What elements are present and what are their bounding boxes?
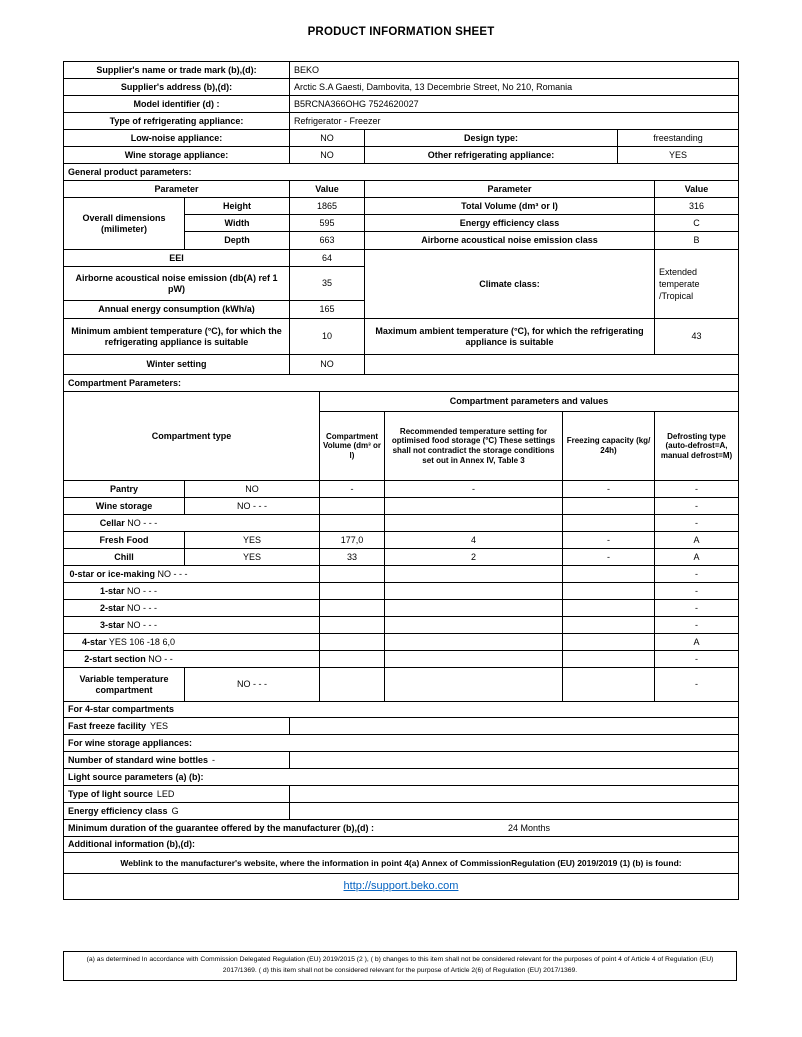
wine-storage-appliance-value: NO bbox=[290, 147, 365, 163]
col-parameter-2: Parameter bbox=[365, 181, 655, 197]
col-defrost-header: Defrosting type (auto-defrost=A, manual defrost=M) bbox=[660, 431, 733, 460]
height-value: 1865 bbox=[290, 198, 365, 214]
cell-defrost: - bbox=[695, 500, 698, 511]
model-identifier-row bbox=[64, 96, 738, 113]
supplier-address-label: Supplier's address (b),(d): bbox=[64, 79, 290, 95]
compartment-row-cellar bbox=[64, 515, 738, 532]
cell-volume bbox=[320, 668, 385, 701]
weblink-cell bbox=[64, 874, 738, 899]
design-type-label: Design type: bbox=[365, 130, 618, 146]
fast-freeze-value: YES bbox=[150, 720, 169, 731]
four-star-section-row bbox=[64, 702, 738, 718]
cell-freezing: - bbox=[563, 549, 655, 565]
compartment-row-three-star bbox=[64, 617, 738, 634]
total-volume-label: Total Volume (dm³ or l) bbox=[365, 198, 655, 214]
cell-volume: 33 bbox=[320, 549, 385, 565]
compartment-header-block bbox=[64, 392, 738, 481]
other-refrigerating-value: YES bbox=[668, 149, 687, 160]
compartment-row-variable-temperature bbox=[64, 668, 738, 702]
cell-label-text: 4-star bbox=[82, 636, 107, 647]
light-type-row bbox=[64, 786, 738, 803]
cell-freezing bbox=[563, 566, 655, 582]
cell-label bbox=[64, 651, 320, 667]
wine-bottles-row bbox=[64, 752, 738, 769]
cell-label bbox=[64, 566, 320, 582]
compartment-row-chill bbox=[64, 549, 738, 566]
min-ambient-label: Minimum ambient temperature (°C), for which the refrigerating appliance is suitable bbox=[64, 319, 290, 354]
cell-inline-value: NO - - bbox=[148, 653, 173, 664]
wine-storage-appliance-label: Wine storage appliance: bbox=[64, 147, 290, 163]
compartment-row-four-star bbox=[64, 634, 738, 651]
min-ambient-value: 10 bbox=[290, 319, 365, 354]
annual-energy-label: Annual energy consumption (kWh/a) bbox=[64, 301, 290, 318]
cell-inline-value: NO - - - bbox=[127, 517, 158, 528]
cell-volume bbox=[320, 515, 385, 531]
model-identifier-label: Model identifier (d) : bbox=[64, 96, 290, 112]
cell-temp bbox=[385, 651, 563, 667]
general-section-title: General product parameters: bbox=[68, 166, 192, 177]
cell-label bbox=[64, 515, 320, 531]
fast-freeze-row bbox=[64, 718, 738, 735]
cell-inline-value: NO - - - bbox=[127, 602, 158, 613]
supplier-address-value: Arctic S.A Gaesti, Dambovita, 13 Decembrie Street, No 210, Romania bbox=[294, 81, 573, 92]
empty-cell bbox=[290, 718, 738, 734]
empty-cell bbox=[290, 803, 738, 819]
overall-dimensions-label: Overall dimensions (milimeter) bbox=[64, 198, 185, 249]
col-value-1: Value bbox=[290, 181, 365, 197]
cell-volume bbox=[320, 566, 385, 582]
cell-temp: 4 bbox=[385, 532, 563, 548]
supplier-name-label: Supplier's name or trade mark (b),(d): bbox=[64, 62, 290, 78]
compartment-row-two-star bbox=[64, 600, 738, 617]
supplier-address-row bbox=[64, 79, 738, 96]
width-label: Width bbox=[185, 215, 290, 231]
empty-cell bbox=[290, 786, 738, 802]
compartment-type-header: Compartment type bbox=[64, 392, 320, 480]
cell-temp bbox=[385, 668, 563, 701]
eei-value: 64 bbox=[321, 252, 332, 263]
guarantee-label: Minimum duration of the guarantee offered by the manufacturer (b),(d) : bbox=[68, 822, 375, 833]
product-information-sheet bbox=[63, 61, 739, 900]
wine-storage-appliance-row bbox=[64, 147, 738, 164]
noise-class-value: B bbox=[693, 235, 700, 246]
cell-temp bbox=[385, 634, 563, 650]
cell-label: Fresh Food bbox=[64, 532, 185, 548]
cell-freezing bbox=[563, 634, 655, 650]
appliance-type-value: Refrigerator - Freezer bbox=[294, 115, 381, 126]
cell-temp bbox=[385, 515, 563, 531]
wine-section-row bbox=[64, 735, 738, 752]
additional-section-row bbox=[64, 837, 738, 853]
parameter-header-row bbox=[64, 181, 738, 198]
fast-freeze-label: Fast freeze facility bbox=[68, 720, 147, 731]
light-type-cell bbox=[64, 786, 290, 802]
col-volume-header: Compartment Volume (dm³ or l) bbox=[320, 412, 385, 480]
cell-volume: 177,0 bbox=[320, 532, 385, 548]
cell-temp: - bbox=[385, 481, 563, 497]
depth-value: 663 bbox=[290, 232, 365, 249]
appliance-type-row bbox=[64, 113, 738, 130]
cell-label bbox=[64, 634, 320, 650]
cell-label bbox=[64, 583, 320, 599]
light-class-label: Energy efficiency class bbox=[68, 805, 168, 816]
cell-inline-value: NO - - - bbox=[157, 568, 188, 579]
cell-freezing: - bbox=[563, 532, 655, 548]
width-value: 595 bbox=[290, 215, 365, 231]
cell-temp bbox=[385, 566, 563, 582]
cell-status: NO bbox=[185, 481, 320, 497]
cell-freezing bbox=[563, 600, 655, 616]
cell-inline-value: YES 106 -18 6,0 bbox=[108, 636, 175, 647]
cell-defrost: - bbox=[695, 619, 698, 630]
low-noise-value: NO bbox=[290, 130, 365, 146]
cell-status: NO - - - bbox=[185, 498, 320, 514]
light-class-value: G bbox=[171, 805, 179, 816]
cell-defrost: - bbox=[695, 568, 698, 579]
cell-status: YES bbox=[185, 532, 320, 548]
cell-label-text: Cellar bbox=[99, 517, 125, 528]
compartment-row-two-start-section bbox=[64, 651, 738, 668]
cell-label: Variable temperature compartment bbox=[64, 668, 185, 701]
wine-bottles-cell bbox=[64, 752, 290, 768]
col-parameter-1: Parameter bbox=[64, 181, 290, 197]
compartment-row-fresh-food bbox=[64, 532, 738, 549]
light-type-value: LED bbox=[156, 788, 175, 799]
fast-freeze-cell bbox=[64, 718, 290, 734]
max-ambient-label: Maximum ambient temperature (°C), for which the refrigerating appliance is suitable bbox=[365, 319, 655, 354]
compartment-row-zero-star bbox=[64, 566, 738, 583]
guarantee-row bbox=[64, 820, 738, 837]
cell-freezing bbox=[563, 515, 655, 531]
cell-freezing: - bbox=[563, 481, 655, 497]
page-title: PRODUCT INFORMATION SHEET bbox=[307, 26, 495, 38]
cell-freezing bbox=[563, 668, 655, 701]
cell-defrost: - bbox=[695, 517, 698, 528]
cell-freezing bbox=[563, 583, 655, 599]
model-identifier-value: B5RCNA366OHG 7524620027 bbox=[294, 98, 419, 109]
cell-defrost: - bbox=[695, 483, 698, 494]
col-value-2: Value bbox=[684, 183, 709, 194]
cell-freezing bbox=[563, 498, 655, 514]
compartment-row-one-star bbox=[64, 583, 738, 600]
cell-defrost: - bbox=[695, 653, 698, 664]
energy-class-value: C bbox=[693, 217, 700, 228]
cell-temp: 2 bbox=[385, 549, 563, 565]
cell-label-text: 3-star bbox=[99, 619, 125, 630]
cell-label: Wine storage bbox=[64, 498, 185, 514]
winter-setting-label: Winter setting bbox=[64, 355, 290, 374]
light-class-cell bbox=[64, 803, 290, 819]
cell-volume bbox=[320, 498, 385, 514]
noise-emission-value: 35 bbox=[321, 278, 332, 289]
cell-volume bbox=[320, 583, 385, 599]
cell-volume bbox=[320, 617, 385, 633]
light-section-title: Light source parameters (a) (b): bbox=[68, 771, 204, 782]
ambient-temperature-row bbox=[64, 319, 738, 355]
general-section-row bbox=[64, 164, 738, 181]
noise-class-label: Airborne acoustical noise emission class bbox=[365, 232, 655, 249]
cell-freezing bbox=[563, 617, 655, 633]
eei-label: EEI bbox=[64, 250, 290, 266]
light-section-row bbox=[64, 769, 738, 786]
cell-label-text: 1-star bbox=[99, 585, 125, 596]
cell-freezing bbox=[563, 651, 655, 667]
cell-label: Pantry bbox=[64, 481, 185, 497]
col-temp-header: Recommended temperature setting for optimised food storage (°C) These settings shall not contradict the storage conditions set out in Annex IV, Table 3 bbox=[385, 412, 563, 480]
low-noise-row bbox=[64, 130, 738, 147]
cell-defrost: - bbox=[695, 602, 698, 613]
cell-label-text: 2-start section bbox=[84, 653, 146, 664]
wine-section-title: For wine storage appliances: bbox=[68, 737, 193, 748]
max-ambient-value: 43 bbox=[691, 331, 702, 342]
cell-defrost: - bbox=[695, 585, 698, 596]
support-weblink[interactable]: http://support.beko.com bbox=[343, 879, 459, 892]
weblink-row bbox=[64, 874, 738, 899]
col-freezing-header: Freezing capacity (kg/ 24h) bbox=[563, 412, 655, 480]
cell-volume: - bbox=[320, 481, 385, 497]
cell-label-text: 0-star or ice-making bbox=[69, 568, 155, 579]
cell-temp bbox=[385, 617, 563, 633]
winter-setting-row bbox=[64, 355, 738, 375]
guarantee-value: 24 Months bbox=[507, 822, 551, 833]
cell-defrost: A bbox=[693, 636, 700, 647]
cell-temp bbox=[385, 600, 563, 616]
cell-temp bbox=[385, 498, 563, 514]
weblink-text-row bbox=[64, 853, 738, 874]
winter-setting-value: NO bbox=[290, 355, 365, 374]
additional-section-title: Additional information (b),(d): bbox=[68, 839, 195, 850]
cell-label-text: 2-star bbox=[99, 602, 125, 613]
weblink-text: Weblink to the manufacturer's website, where the information in point 4(a) Annex of CommissionRegulation (EU) 2019/2019 (1) (b) is found: bbox=[120, 857, 682, 868]
cell-volume bbox=[320, 651, 385, 667]
depth-label: Depth bbox=[185, 232, 290, 249]
compartment-section-title: Compartment Parameters: bbox=[68, 377, 182, 388]
dimensions-block bbox=[64, 198, 738, 250]
empty-cell bbox=[290, 752, 738, 768]
cell-status: NO - - - bbox=[185, 668, 320, 701]
low-noise-label: Low-noise appliance: bbox=[64, 130, 290, 146]
climate-class-value: Extended temperate /Tropical bbox=[659, 266, 700, 302]
compartment-group-header: Compartment parameters and values bbox=[449, 396, 609, 407]
supplier-name-value: BEKO bbox=[294, 64, 320, 75]
cell-defrost: A bbox=[693, 534, 700, 545]
footnote-text: (a) as determined In accordance with Commission Delegated Regulation (EU) 2019/2015 (2 ), ( b) changes to this item shall not be considered relevant for the purposes of point 4 of Article 4 of Regulation (EU) 2017/1369. ( d) this item shall not be considered relevant for the purpose of Article 2(6) of Regulation (EU) 2017/1369. bbox=[63, 951, 737, 981]
cell-label bbox=[64, 600, 320, 616]
cell-volume bbox=[320, 600, 385, 616]
cell-label: Chill bbox=[64, 549, 185, 565]
noise-emission-label: Airborne acoustical noise emission (db(A) ref 1 pW) bbox=[64, 267, 290, 300]
cell-defrost: A bbox=[693, 551, 700, 562]
cell-inline-value: NO - - - bbox=[127, 619, 158, 630]
compartment-row-wine-storage bbox=[64, 498, 738, 515]
supplier-name-row bbox=[64, 62, 738, 79]
design-type-value: freestanding bbox=[653, 132, 703, 143]
wine-bottles-label: Number of standard wine bottles bbox=[68, 754, 209, 765]
eei-climate-block bbox=[64, 250, 738, 319]
cell-label bbox=[64, 617, 320, 633]
cell-volume bbox=[320, 634, 385, 650]
cell-status: YES bbox=[185, 549, 320, 565]
four-star-section-title: For 4-star compartments bbox=[68, 704, 175, 715]
appliance-type-label: Type of refrigerating appliance: bbox=[64, 113, 290, 129]
other-refrigerating-label: Other refrigerating appliance: bbox=[365, 147, 618, 163]
cell-inline-value: NO - - - bbox=[127, 585, 158, 596]
cell-temp bbox=[385, 583, 563, 599]
light-type-label: Type of light source bbox=[68, 788, 153, 799]
energy-class-label: Energy efficiency class bbox=[365, 215, 655, 231]
wine-bottles-value: - bbox=[212, 754, 216, 765]
guarantee-label-cell bbox=[64, 820, 375, 836]
annual-energy-value: 165 bbox=[319, 304, 335, 315]
light-class-row bbox=[64, 803, 738, 820]
height-label: Height bbox=[185, 198, 290, 214]
climate-class-label: Climate class: bbox=[365, 250, 655, 318]
total-volume-value: 316 bbox=[688, 200, 705, 211]
cell-defrost: - bbox=[695, 679, 698, 690]
compartment-section-row bbox=[64, 375, 738, 392]
empty-cell bbox=[365, 355, 738, 374]
compartment-row-pantry bbox=[64, 481, 738, 498]
